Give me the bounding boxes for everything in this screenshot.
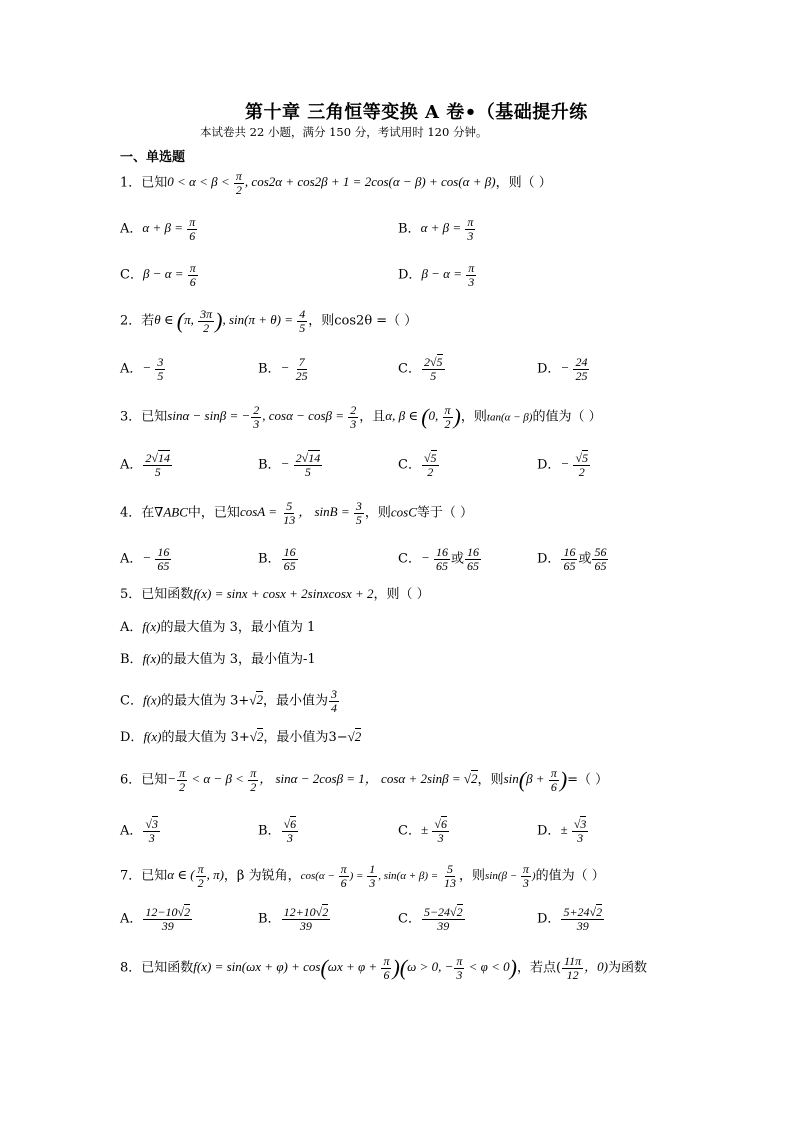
question-2-option-c[interactable]: C． $\frac{2√5}{5}$ [398, 355, 443, 383]
question-2-option-d[interactable]: D．− $\frac{24}{25}$ [537, 355, 588, 383]
question-5: 5．已知函数f(x) = sinx + cosx + 2sinxcosx + 2，则（ ） [120, 586, 430, 602]
question-4-option-d[interactable]: D． $\frac{16}{65}$ 或 $\frac{56}{65}$ [537, 545, 607, 573]
question-7-option-b[interactable]: B． $\frac{12+10√2}{39}$ [258, 905, 329, 933]
question-6-option-a[interactable]: A． $\frac{√3}{3}$ [120, 817, 158, 845]
question-4-option-c[interactable]: C．− $\frac{16}{65}$ 或 $\frac{16}{65}$ [398, 545, 479, 573]
question-4-option-a[interactable]: A．− $\frac{16}{65}$ [120, 545, 170, 573]
question-7: 7．已知α ∈ ( $\frac{\pi}{2}$ , π)，β 为锐角，cos(α − $\frac{\pi}{6}$ ) = $\frac{1}{3}$ , sin(α + β) = $\frac{5}{13}$ ，则sin(β − $\frac{\pi}{3}$ )的值为（ ） [120, 862, 605, 891]
question-3-option-b[interactable]: B．− $\frac{2√14}{5}$ [258, 451, 321, 479]
question-7-option-d[interactable]: D． $\frac{5+24√2}{39}$ [537, 905, 603, 933]
question-4: 4．在∇ABC中，已知cosA = $\frac{5}{13}$ ， sinB = $\frac{3}{5}$ ，则cosC等于（ ） [120, 499, 474, 527]
question-2: 2．若θ ∈ (π, $\frac{3\pi}{2}$ ), sin(π + θ) = $\frac{4}{5}$ ，则cos2θ =（ ） [120, 307, 418, 335]
question-1-option-b[interactable]: B．α + β = $\frac{\pi}{3}$ [398, 215, 474, 243]
question-3-option-a[interactable]: A． $\frac{2√14}{5}$ [120, 451, 170, 479]
question-3: 3．已知sinα − sinβ = − $\frac{2}{3}$ , cosα − cosβ = $\frac{2}{3}$ ，且α, β ∈ (0, $\frac{\pi}{2}$ )，则tan(α − β)的值为（ ） [120, 403, 602, 431]
section-heading: 一、单选题 [120, 150, 186, 165]
question-6-option-d[interactable]: D．± $\frac{√3}{3}$ [537, 817, 587, 845]
exam-instructions: 本试卷共 22 小题，满分 150 分，考试用时 120 分钟。 [200, 125, 488, 139]
page-title: 第十章 三角恒等变换 A 卷•（基础提升练 [245, 102, 588, 123]
question-3-option-c[interactable]: C． $\frac{√5}{2}$ [398, 451, 437, 479]
question-2-option-b[interactable]: B．− $\frac{7}{25}$ [258, 355, 308, 383]
question-5-option-b[interactable]: B．f(x)的最大值为 3，最小值为-1 [120, 651, 316, 667]
question-5-option-c[interactable]: C．f(x)的最大值为 3+√2，最小值为 $\frac{3}{4}$ [120, 687, 337, 715]
question-1-option-c[interactable]: C．β − α = $\frac{\pi}{6}$ [120, 261, 196, 289]
question-6: 6．已知− $\frac{\pi}{2}$ < α − β < $\frac{\pi}{2}$ ， sinα − 2cosβ = 1， cosα + 2sinβ = √2，则sin(β + $\frac{\pi}{6}$ )=（ ） [120, 766, 609, 794]
question-1-option-d[interactable]: D．β − α = $\frac{\pi}{3}$ [398, 261, 475, 289]
question-7-option-c[interactable]: C． $\frac{5-24√2}{39}$ [398, 905, 463, 933]
question-7-option-a[interactable]: A． $\frac{12-10√2}{39}$ [120, 905, 191, 933]
question-3-option-d[interactable]: D．− $\frac{√5}{2}$ [537, 451, 589, 479]
question-8: 8．已知函数f(x) = sin(ωx + φ) + cos(ωx + φ + $\frac{\pi}{6}$ )(ω > 0, − $\frac{\pi}{3}$ < φ < 0)，若点( $\frac{11\pi}{12}$ ，0)为函数 [120, 954, 648, 982]
question-5-option-a[interactable]: A．f(x)的最大值为 3，最小值为 1 [120, 619, 316, 635]
question-5-option-d[interactable]: D．f(x)的最大值为 3+√2，最小值为3−√2 [120, 729, 362, 745]
question-6-option-c[interactable]: C．± $\frac{√6}{3}$ [398, 817, 447, 845]
question-4-option-b[interactable]: B． $\frac{16}{65}$ [258, 545, 296, 573]
question-2-option-a[interactable]: A．− $\frac{3}{5}$ [120, 355, 164, 383]
question-6-option-b[interactable]: B． $\frac{√6}{3}$ [258, 817, 297, 845]
question-1-option-a[interactable]: A．α + β = $\frac{\pi}{6}$ [120, 215, 196, 243]
question-1: 1．已知0 < α < β < $\frac{\pi}{2}$ , cos2α + cos2β + 1 = 2cos(α − β) + cos(α + β)，则（ ） [120, 169, 552, 197]
